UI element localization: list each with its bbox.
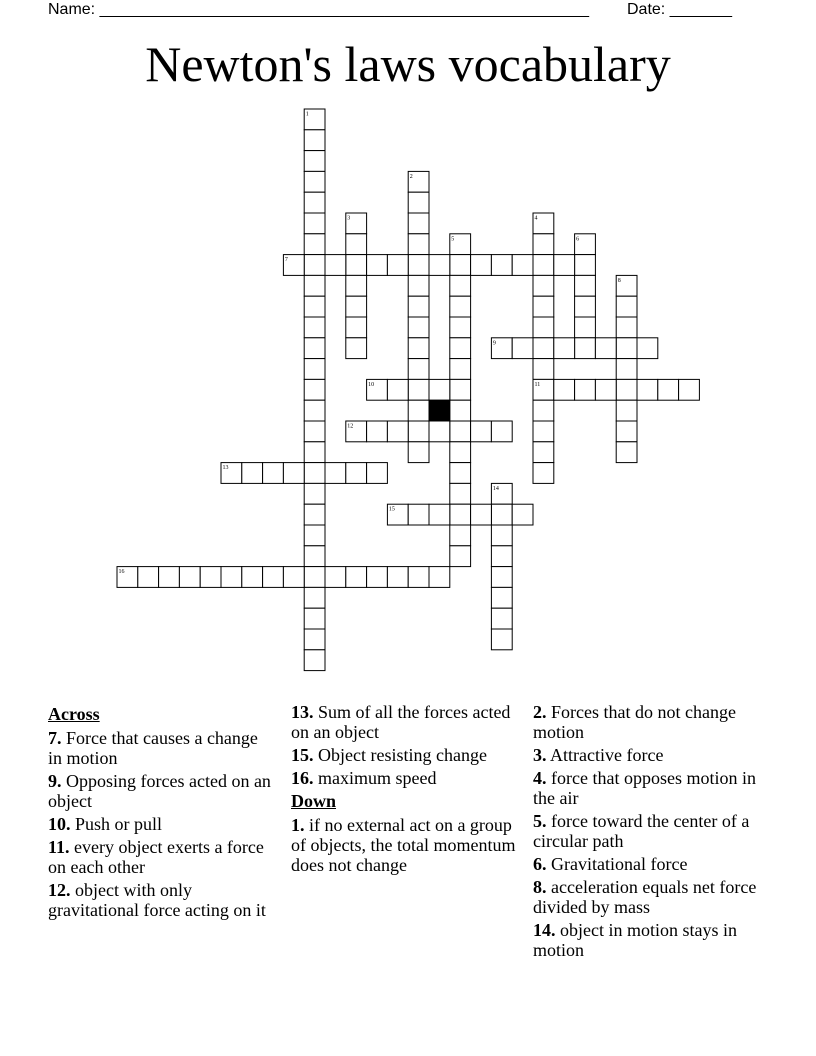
clue-number: 16. xyxy=(291,768,314,788)
clue-item xyxy=(48,728,273,768)
clue-item xyxy=(533,745,763,765)
clue-number-label: 16 xyxy=(118,569,125,576)
grid-cell[interactable] xyxy=(346,275,367,296)
clue-number-label: 13 xyxy=(222,465,229,472)
grid-cell[interactable] xyxy=(450,504,471,525)
clue-number-label: 8 xyxy=(617,277,621,284)
grid-cell[interactable] xyxy=(533,275,554,296)
clue-item xyxy=(533,877,763,917)
grid-cell[interactable] xyxy=(346,296,367,317)
clue-text: Forces that do not change motion xyxy=(533,702,736,742)
grid-cell[interactable] xyxy=(408,400,429,421)
grid-cell[interactable] xyxy=(242,463,263,484)
grid-cell[interactable] xyxy=(658,379,679,400)
grid-cell[interactable] xyxy=(616,296,637,317)
clue-number: 13. xyxy=(291,702,314,722)
clue-number: 9. xyxy=(48,771,62,791)
grid-cell[interactable] xyxy=(533,359,554,380)
clue-number-label: 6 xyxy=(576,236,580,243)
grid-cell[interactable] xyxy=(200,567,221,588)
grid-cell[interactable] xyxy=(554,338,575,359)
clue-text: Gravitational force xyxy=(546,854,688,874)
clue-text: object in motion stays in motion xyxy=(533,920,737,960)
grid-cell[interactable] xyxy=(242,567,263,588)
clues-column-3 xyxy=(533,702,763,963)
clue-number: 8. xyxy=(533,877,547,897)
grid-cell[interactable] xyxy=(450,359,471,380)
clue-number: 4. xyxy=(533,768,547,788)
grid-cell[interactable] xyxy=(408,379,429,400)
grid-cell[interactable] xyxy=(367,463,388,484)
grid-cell[interactable] xyxy=(533,421,554,442)
grid-cell[interactable] xyxy=(575,255,596,276)
grid-cell[interactable] xyxy=(616,379,637,400)
across-heading: Across xyxy=(48,704,100,724)
grid-cell[interactable] xyxy=(450,525,471,546)
grid-cell[interactable] xyxy=(367,567,388,588)
grid-cell[interactable] xyxy=(595,379,616,400)
clue-number-label: 14 xyxy=(492,485,499,492)
down-clue-list-continued xyxy=(533,702,763,960)
clue-text: every object exerts a force on each other xyxy=(48,837,264,877)
grid-cell[interactable] xyxy=(408,567,429,588)
grid-cell[interactable] xyxy=(408,317,429,338)
clue-text: Opposing forces acted on an object xyxy=(48,771,271,811)
grid-cell[interactable] xyxy=(491,525,512,546)
grid-cell[interactable] xyxy=(408,255,429,276)
grid-cell[interactable] xyxy=(304,608,325,629)
grid-cell[interactable] xyxy=(304,463,325,484)
grid-cell[interactable] xyxy=(491,255,512,276)
grid-cell[interactable] xyxy=(346,463,367,484)
clue-number-label: 9 xyxy=(492,340,496,347)
grid-cell[interactable] xyxy=(450,296,471,317)
grid-cell[interactable] xyxy=(450,379,471,400)
clue-number-label: 4 xyxy=(534,215,538,222)
clue-number-label: 15 xyxy=(388,506,395,513)
grid-cell[interactable] xyxy=(263,567,284,588)
clue-number: 6. xyxy=(533,854,547,874)
grid-cell[interactable] xyxy=(450,317,471,338)
grid-cell[interactable] xyxy=(512,255,533,276)
clue-number: 10. xyxy=(48,814,71,834)
grid-cell[interactable] xyxy=(512,338,533,359)
grid-cell[interactable] xyxy=(429,567,450,588)
grid-cell[interactable] xyxy=(346,338,367,359)
grid-cell[interactable] xyxy=(387,255,408,276)
grid-cell[interactable] xyxy=(304,546,325,567)
grid-cell[interactable] xyxy=(387,567,408,588)
grid-cell[interactable] xyxy=(679,379,700,400)
grid-cell[interactable] xyxy=(450,442,471,463)
grid-cell[interactable] xyxy=(304,525,325,546)
date-field: Date: _______ xyxy=(627,1,732,18)
grid-cell[interactable] xyxy=(491,421,512,442)
grid-cell[interactable] xyxy=(304,442,325,463)
grid-cell[interactable] xyxy=(346,234,367,255)
grid-cell[interactable] xyxy=(554,379,575,400)
grid-cell[interactable] xyxy=(304,296,325,317)
clue-item xyxy=(291,768,516,788)
clue-text: Sum of all the forces acted on an object xyxy=(291,702,511,742)
down-heading: Down xyxy=(291,791,337,811)
grid-cell[interactable] xyxy=(450,421,471,442)
grid-cell[interactable] xyxy=(595,338,616,359)
grid-cell[interactable] xyxy=(616,338,637,359)
grid-cell[interactable] xyxy=(304,130,325,151)
grid-cell[interactable] xyxy=(512,504,533,525)
clue-number-label: 12 xyxy=(347,423,354,430)
grid-cell[interactable] xyxy=(387,379,408,400)
grid-cell[interactable] xyxy=(304,650,325,671)
grid-cell[interactable] xyxy=(304,151,325,172)
clues-column-2 xyxy=(291,702,516,878)
grid-cell[interactable] xyxy=(616,400,637,421)
grid-cell[interactable] xyxy=(450,463,471,484)
grid-cell[interactable] xyxy=(304,379,325,400)
grid-cell[interactable] xyxy=(471,504,492,525)
clue-number: 1. xyxy=(291,815,305,835)
grid-cell[interactable] xyxy=(387,421,408,442)
grid-cell[interactable] xyxy=(283,567,304,588)
grid-cell[interactable] xyxy=(575,317,596,338)
clue-number: 2. xyxy=(533,702,547,722)
clue-number: 11. xyxy=(48,837,70,857)
clue-text: Push or pull xyxy=(70,814,163,834)
grid-cell[interactable] xyxy=(491,587,512,608)
grid-cell[interactable] xyxy=(533,317,554,338)
grid-cell[interactable] xyxy=(533,463,554,484)
grid-cell[interactable] xyxy=(304,421,325,442)
clue-item xyxy=(48,880,273,920)
clue-number: 3. xyxy=(533,745,547,765)
grid-cell[interactable] xyxy=(325,463,346,484)
grid-cell[interactable] xyxy=(304,255,325,276)
clue-item xyxy=(533,811,763,851)
grid-cell[interactable] xyxy=(637,379,658,400)
clue-text: object with only gravitational force acting on it xyxy=(48,880,266,920)
grid-cell[interactable] xyxy=(533,296,554,317)
grid-cell[interactable] xyxy=(304,400,325,421)
grid-cell[interactable] xyxy=(408,421,429,442)
grid-cell[interactable] xyxy=(367,421,388,442)
grid-cell[interactable] xyxy=(408,504,429,525)
clue-number-label: 2 xyxy=(409,173,413,180)
clue-text: Object resisting change xyxy=(313,745,487,765)
grid-cell[interactable] xyxy=(408,234,429,255)
grid-cell[interactable] xyxy=(554,255,575,276)
grid-cell[interactable] xyxy=(346,317,367,338)
grid-cell[interactable] xyxy=(408,442,429,463)
clue-text: force that opposes motion in the air xyxy=(533,768,756,808)
clue-number-label: 10 xyxy=(368,381,375,388)
grid-cell[interactable] xyxy=(450,338,471,359)
grid-cell[interactable] xyxy=(304,213,325,234)
grid-cell[interactable] xyxy=(304,317,325,338)
clue-item xyxy=(48,814,273,834)
grid-cell[interactable] xyxy=(304,359,325,380)
grid-cell[interactable] xyxy=(533,400,554,421)
clue-item xyxy=(48,837,273,877)
grid-cell[interactable] xyxy=(304,171,325,192)
grid-cell[interactable] xyxy=(450,546,471,567)
clue-number-label: 1 xyxy=(305,111,309,118)
name-field: Name: _______________________________________________________ xyxy=(48,1,589,18)
clue-item xyxy=(533,768,763,808)
clue-item xyxy=(291,745,516,765)
grid-cell[interactable] xyxy=(491,608,512,629)
grid-cell[interactable] xyxy=(179,567,200,588)
clue-item xyxy=(291,702,516,742)
grid-cell[interactable] xyxy=(408,275,429,296)
grid-cell[interactable] xyxy=(616,421,637,442)
grid-cell[interactable] xyxy=(450,255,471,276)
grid-cell[interactable] xyxy=(221,567,242,588)
grid-cell[interactable] xyxy=(450,400,471,421)
clue-item xyxy=(533,920,763,960)
grid-cell[interactable] xyxy=(429,504,450,525)
grid-cell[interactable] xyxy=(408,192,429,213)
clue-number-label: 3 xyxy=(347,215,351,222)
grid-cell[interactable] xyxy=(304,192,325,213)
grid-cell[interactable] xyxy=(533,338,554,359)
clue-text: Force that causes a change in motion xyxy=(48,728,258,768)
grid-cell[interactable] xyxy=(304,567,325,588)
grid-cell[interactable] xyxy=(491,504,512,525)
clue-item xyxy=(48,771,273,811)
clue-number: 14. xyxy=(533,920,556,940)
grid-cell[interactable] xyxy=(575,379,596,400)
grid-cell[interactable] xyxy=(450,483,471,504)
grid-cell[interactable] xyxy=(304,587,325,608)
clue-number-label: 5 xyxy=(451,236,455,243)
clue-text: Attractive force xyxy=(546,745,664,765)
grid-cell[interactable] xyxy=(159,567,180,588)
grid-cell[interactable] xyxy=(429,255,450,276)
grid-cell[interactable] xyxy=(325,255,346,276)
grid-cell[interactable] xyxy=(575,275,596,296)
clue-item xyxy=(533,702,763,742)
grid-cell[interactable] xyxy=(491,629,512,650)
grid-cell[interactable] xyxy=(325,567,346,588)
grid-cell[interactable] xyxy=(637,338,658,359)
clue-number: 15. xyxy=(291,745,314,765)
grid-cell[interactable] xyxy=(471,421,492,442)
grid-cell[interactable] xyxy=(491,567,512,588)
grid-cell[interactable] xyxy=(304,504,325,525)
page-title: Newton's laws vocabulary xyxy=(145,36,671,92)
grid-cell[interactable] xyxy=(367,255,388,276)
clue-text: if no external act on a group of objects, the total momentum does not change xyxy=(291,815,516,875)
clue-number: 12. xyxy=(48,880,71,900)
grid-cell[interactable] xyxy=(429,421,450,442)
grid-cell[interactable] xyxy=(491,546,512,567)
grid-cell[interactable] xyxy=(304,483,325,504)
clue-number-label: 7 xyxy=(284,257,288,264)
grid-cell[interactable] xyxy=(346,567,367,588)
grid-cell[interactable] xyxy=(616,442,637,463)
grid-cell[interactable] xyxy=(283,463,304,484)
grid-cell[interactable] xyxy=(408,213,429,234)
clue-text: maximum speed xyxy=(313,768,437,788)
clue-text: force toward the center of a circular path xyxy=(533,811,750,851)
down-clue-list xyxy=(291,815,516,875)
grid-cell[interactable] xyxy=(346,255,367,276)
grid-cell[interactable] xyxy=(575,296,596,317)
clue-number: 5. xyxy=(533,811,547,831)
clue-number-label: 11 xyxy=(534,381,541,388)
grid-cell[interactable] xyxy=(304,629,325,650)
across-clue-list xyxy=(48,728,273,920)
grid-cell[interactable] xyxy=(616,359,637,380)
clue-text: acceleration equals net force divided by mass xyxy=(533,877,757,917)
grid-cell[interactable] xyxy=(533,255,554,276)
grid-cell[interactable] xyxy=(616,317,637,338)
grid-cell[interactable] xyxy=(450,275,471,296)
clue-item xyxy=(533,854,763,874)
grid-cell[interactable] xyxy=(533,442,554,463)
grid-cell[interactable] xyxy=(408,359,429,380)
grid-cell[interactable] xyxy=(408,296,429,317)
across-clue-list-continued xyxy=(291,702,516,788)
grid-cell[interactable] xyxy=(263,463,284,484)
grid-cell[interactable] xyxy=(533,234,554,255)
black-square xyxy=(429,400,450,421)
grid-cell[interactable] xyxy=(471,255,492,276)
grid-cell[interactable] xyxy=(138,567,159,588)
clues-column-1 xyxy=(48,702,273,923)
grid-cell[interactable] xyxy=(304,275,325,296)
clue-number: 7. xyxy=(48,728,62,748)
grid-cell[interactable] xyxy=(304,338,325,359)
grid-cell[interactable] xyxy=(304,234,325,255)
grid-cell[interactable] xyxy=(575,338,596,359)
clue-item xyxy=(291,815,516,875)
grid-cell[interactable] xyxy=(408,338,429,359)
grid-cell[interactable] xyxy=(429,379,450,400)
